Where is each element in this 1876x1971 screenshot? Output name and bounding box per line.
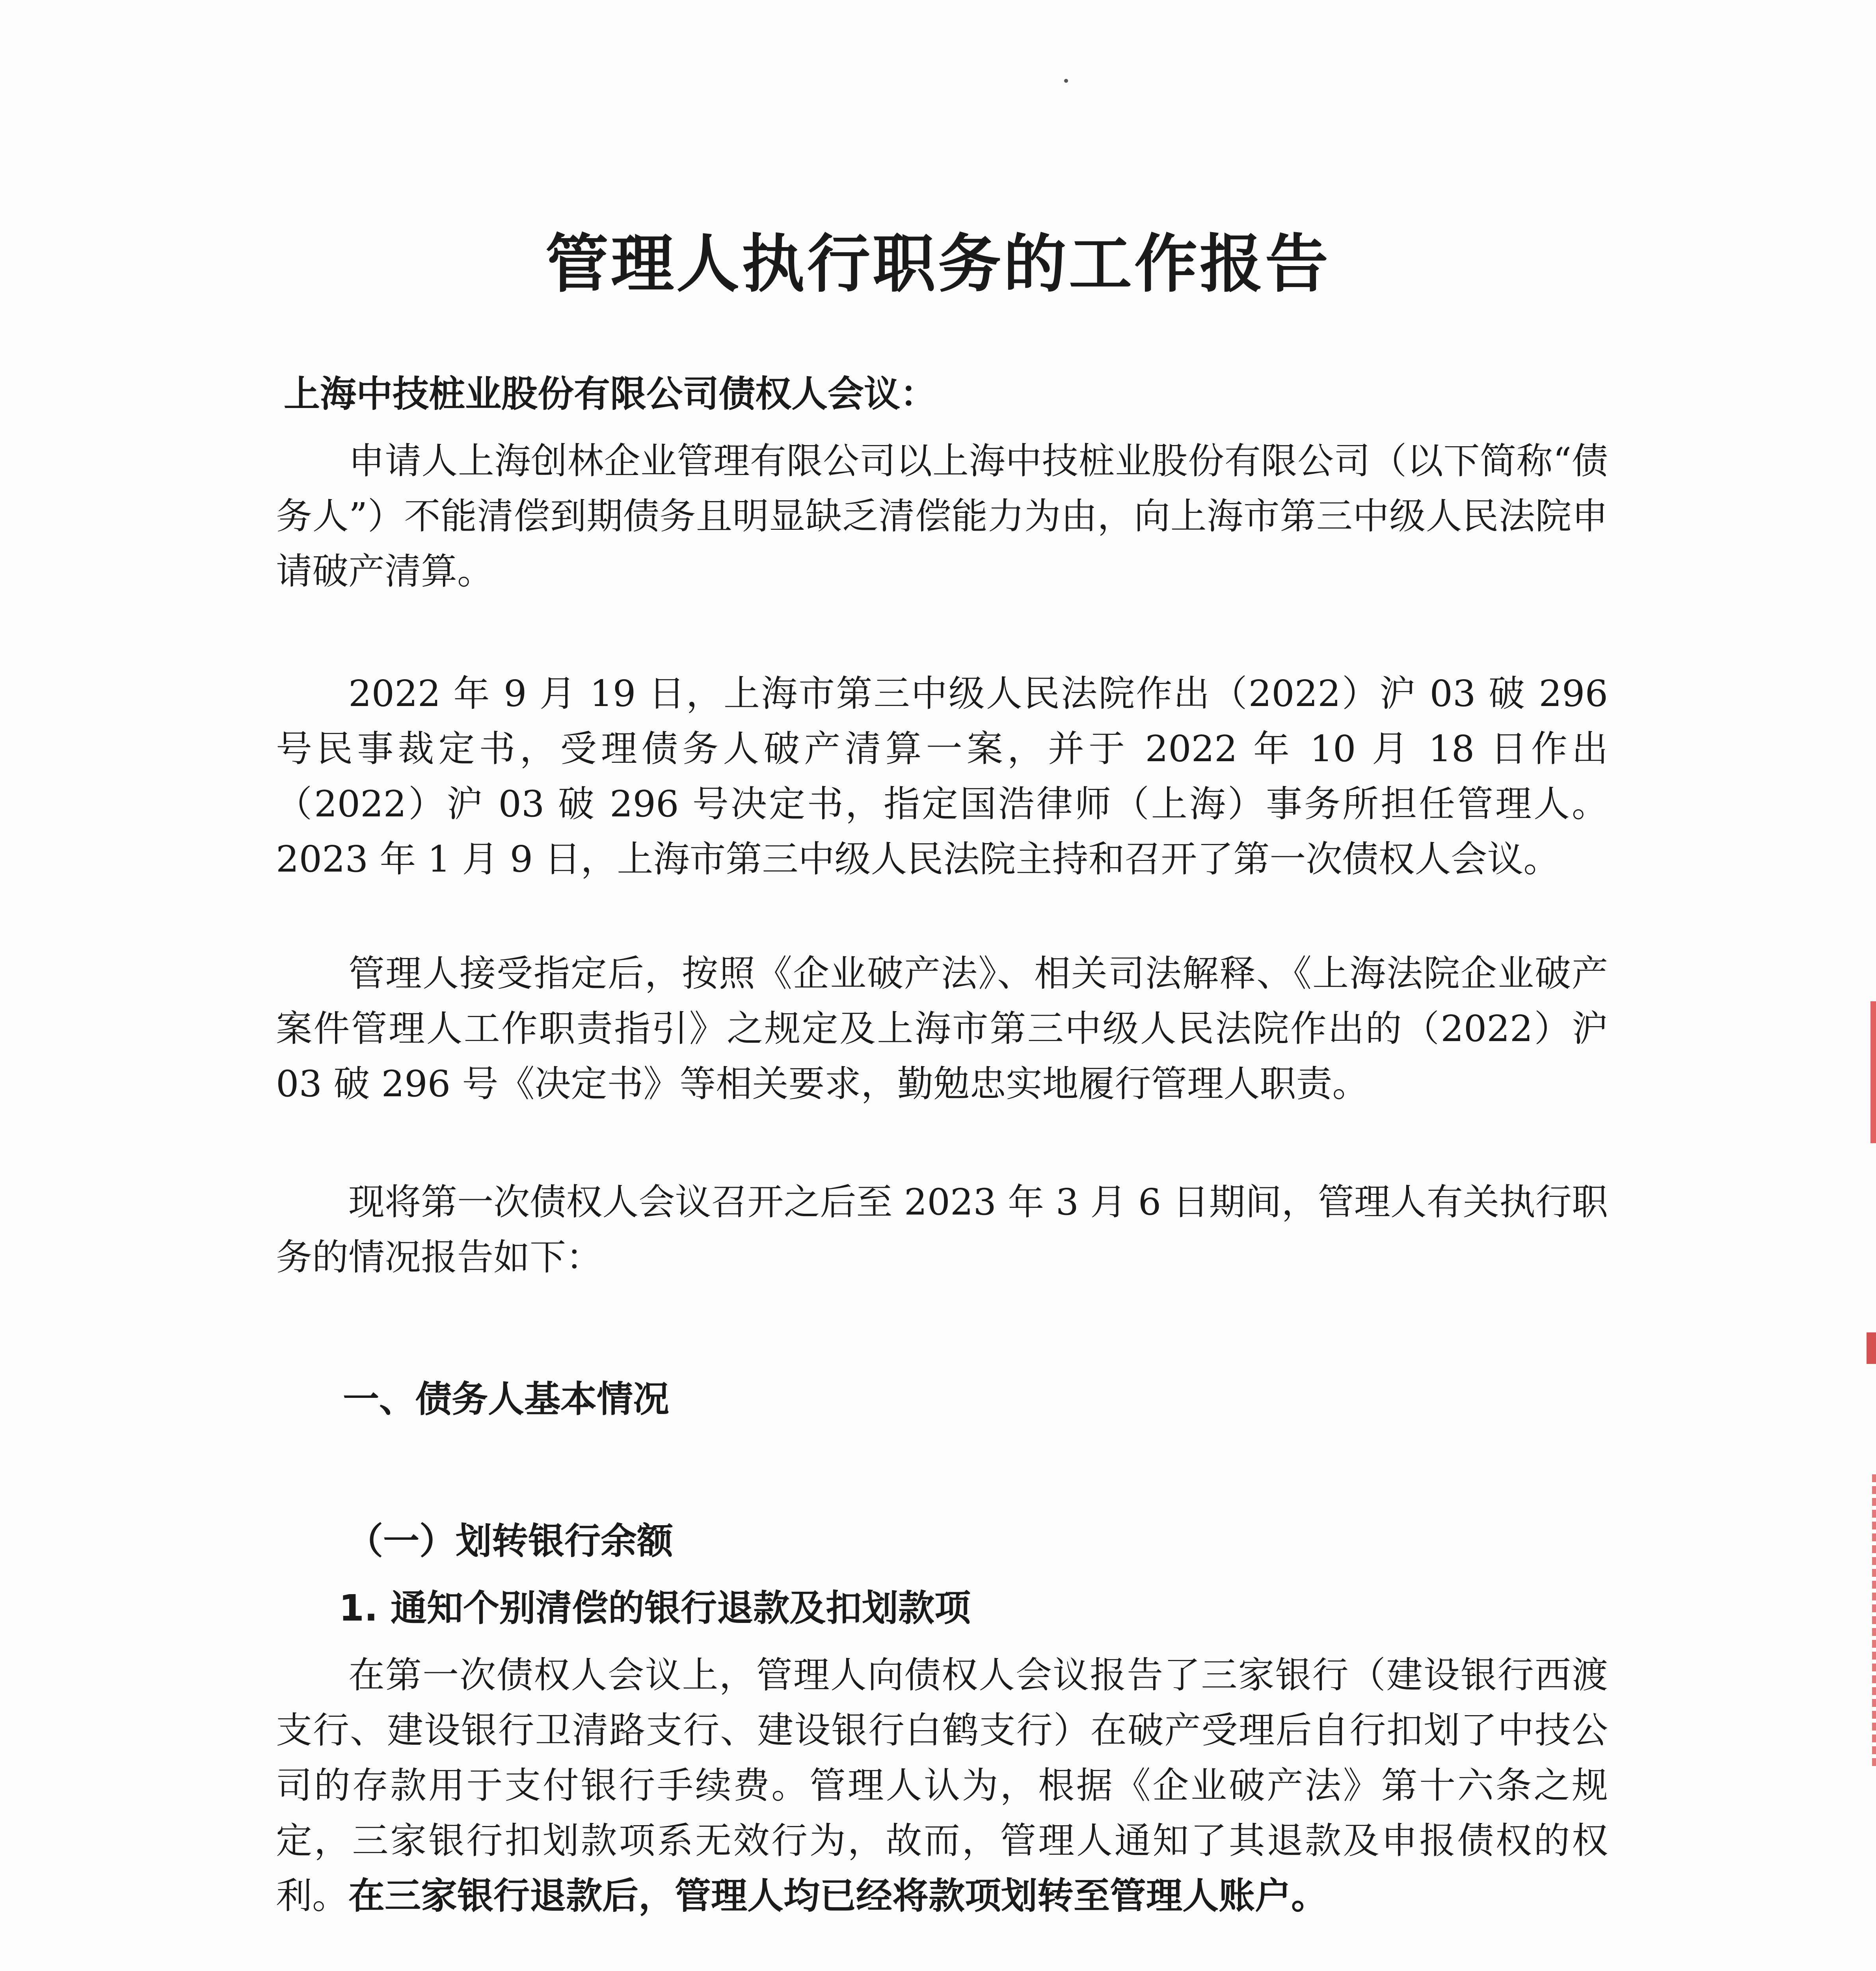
paragraph-bank-refund-text: 在第一次债权人会议上，管理人向债权人会议报告了三家银行（建设银行西渡支行、建设银行卫清路支行、建设银行白鹤支行）在破产受理后自行扣划了中技公司的存款用于支付银行手续费。管理人认为，根据《企业破产法》第十六条之规定，三家银行扣划款项系无效行为，故而，管理人通知了其退款及申报债权的权利。 [276,1654,1608,1917]
paragraph-application: 申请人上海创林企业管理有限公司以上海中技桩业股份有限公司（以下简称“债务人”）不能清偿到期债务且明显缺乏清偿能力为由，向上海市第三中级人民法院申请破产清算。 [276,440,1608,592]
seal-stamp-fragment [1835,1332,1876,1364]
section-heading-debtor-basic-info: 一、债务人基本情况 [343,1378,670,1420]
page-title: 管理人执行职务的工作报告 [545,227,1331,301]
subsection-heading-bank-balance: （一）划转银行余额 [347,1520,674,1562]
salutation: 上海中技桩业股份有限公司债权人会议： [284,373,937,415]
paragraph-report-intro: 现将第一次债权人会议召开之后至 2023 年 3 月 6 日期间，管理人有关执行职务的情况报告如下： [276,1181,1608,1278]
scan-speck [1064,79,1068,83]
paragraph-bank-refund-emphasis: 在三家银行退款后，管理人均已经将款项划转至管理人账户。 [348,1875,1328,1917]
seal-stamp-fragment [1839,1001,1876,1143]
paragraph-duties: 管理人接受指定后，按照《企业破产法》、相关司法解释、《上海法院企业破产案件管理人工作职责指引》之规定及上海市第三中级人民法院作出的（2022）沪 03 破 296 号《决定书》等相关要求，勤勉忠实地履行管理人职责。 [276,952,1608,1105]
seal-stamp-fragment [1841,1474,1876,1766]
paragraph-court-acceptance: 2022 年 9 月 19 日，上海市第三中级人民法院作出（2022）沪 03 破 296 号民事裁定书，受理债务人破产清算一案，并于 2022 年 10 月 18 日作出（2022）沪 03 破 296 号决定书，指定国浩律师（上海）事务所担任管理人。2023 年 1 月 9 日，上海市第三中级人民法院主持和召开了第一次债权人会议。 [276,673,1608,880]
item-heading-bank-refund: 1. 通知个别清偿的银行退款及扣划款项 [339,1587,971,1629]
paragraph-bank-refund [276,1648,1608,1924]
